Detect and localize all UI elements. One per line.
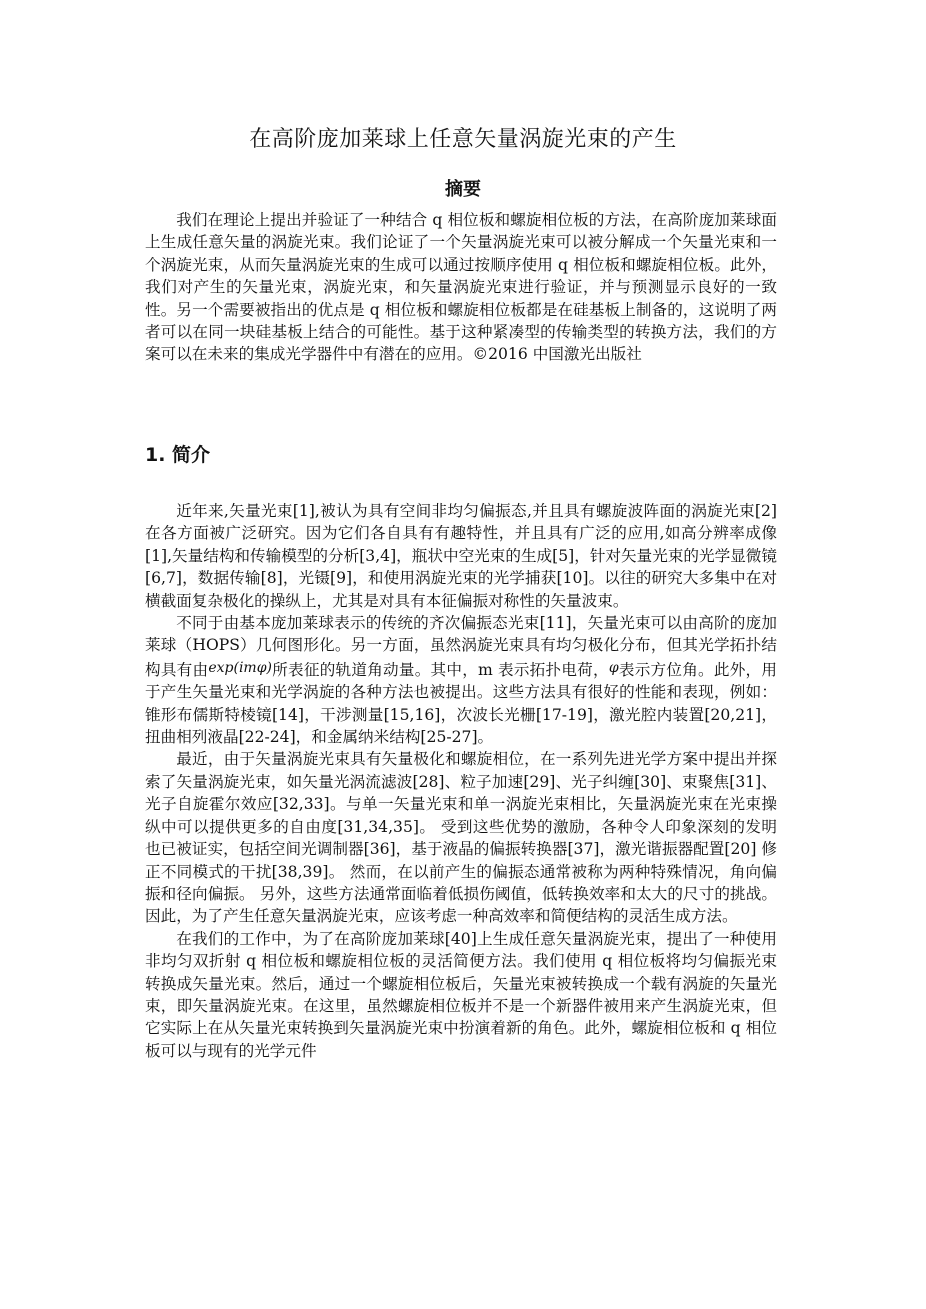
abstract-heading: 摘要	[445, 179, 481, 200]
intro-paragraph-2	[145, 612, 777, 748]
intro-paragraph-2-part-a: 不同于由基本庞加莱球表示的传统的齐次偏振态光束[11]，矢量光束可以由高阶的庞加莱球（HOPS）几何图形化。另一方面，虽然涡旋光束具有均匀极化分布，但其光学拓扑结构具有由	[145, 614, 777, 679]
intro-paragraph-2-part-b: 所表征的轨道角动量。其中，m 表示拓扑电荷，	[271, 660, 609, 679]
paper-title: 在高阶庞加莱球上任意矢量涡旋光束的产生	[249, 127, 677, 152]
intro-paragraph-1: 近年来,矢量光束[1],被认为具有空间非均匀偏振态,并且具有螺旋波阵面的涡旋光束[2]在各方面被广泛研究。因为它们各自具有有趣特性，并且具有广泛的应用,如高分辨率成像[1],矢量结构和传输模型的分析[3,4]，瓶状中空光束的生成[5]，针对矢量光束的光学显微镜[6,7]，数据传输[8]，光镊[9]，和使用涡旋光束的光学捕获[10]。以往的研究大多集中在对横截面复杂极化的操纵上，尤其是对具有本征偏振对称性的矢量波束。	[145, 502, 777, 610]
introduction-body	[145, 500, 777, 1062]
intro-paragraph-4: 在我们的工作中，为了在高阶庞加莱球[40]上生成任意矢量涡旋光束，提出了一种使用非均匀双折射 q 相位板和螺旋相位板的灵活简便方法。我们使用 q 相位板将均匀偏振光束转换成矢量光束。然后，通过一个螺旋相位板后，矢量光束被转换成一个载有涡旋的矢量光束，即矢量涡旋光束。在这里，虽然螺旋相位板并不是一个新器件被用来产生涡旋光束，但它实际上在从矢量光束转换到矢量涡旋光束中扮演着新的角色。此外，螺旋相位板和 q 相位板可以与现有的光学元件	[145, 929, 777, 1060]
abstract-block	[145, 209, 777, 366]
intro-paragraph-2-part-c: 表示方位角。此外，用于产生矢量光束和光学涡旋的各种方法也被提出。这些方法具有很好的性能和表现，例如：锥形布儒斯特棱镜[14]，干涉测量[15,16]，次波长光栅[17-19]，激光腔内装置[20,21]，扭曲相列液晶[22-24]，和金属纳米结构[25-27]。	[145, 660, 777, 747]
section-heading-introduction: 1. 简介	[145, 444, 211, 466]
azimuth-symbol: φ	[608, 659, 619, 676]
abstract-text: 我们在理论上提出并验证了一种结合 q 相位板和螺旋相位板的方法，在高阶庞加莱球面上生成任意矢量的涡旋光束。我们论证了一个矢量涡旋光束可以被分解成一个矢量光束和一个涡旋光束，从而矢量涡旋光束的生成可以通过按顺序使用 q 相位板和螺旋相位板。此外，我们对产生的矢量光束，涡旋光束，和矢量涡旋光束进行验证，并与预测显示良好的一致性。另一个需要被指出的优点是 q 相位板和螺旋相位板都是在硅基板上制备的，这说明了两者可以在同一块硅基板上结合的可能性。基于这种紧凑型的传输类型的转换方法，我们的方案可以在未来的集成光学器件中有潜在的应用。©2016 中国激光出版社	[145, 211, 777, 364]
orbital-phase-formula: exp(imφ)	[208, 659, 272, 676]
intro-paragraph-3: 最近，由于矢量涡旋光束具有矢量极化和螺旋相位，在一系列先进光学方案中提出并探索了矢量涡旋光束，如矢量光涡流滤波[28]、粒子加速[29]、光子纠缠[30]、束聚焦[31]、光子自旋霍尔效应[32,33]。与单一矢量光束和单一涡旋光束相比，矢量涡旋光束在光束操纵中可以提供更多的自由度[31,34,35]。 受到这些优势的激励，各种令人印象深刻的发明也已被证实，包括空间光调制器[36]，基于液晶的偏振转换器[37]，激光谐振器配置[20] 修正不同模式的干扰[38,39]。 然而，在以前产生的偏振态通常被称为两种特殊情况，角向偏振和径向偏振。 另外，这些方法通常面临着低损伤阈值，低转换效率和太大的尺寸的挑战。因此，为了产生任意矢量涡旋光束，应该考虑一种高效率和简便结构的灵活生成方法。	[145, 750, 777, 926]
